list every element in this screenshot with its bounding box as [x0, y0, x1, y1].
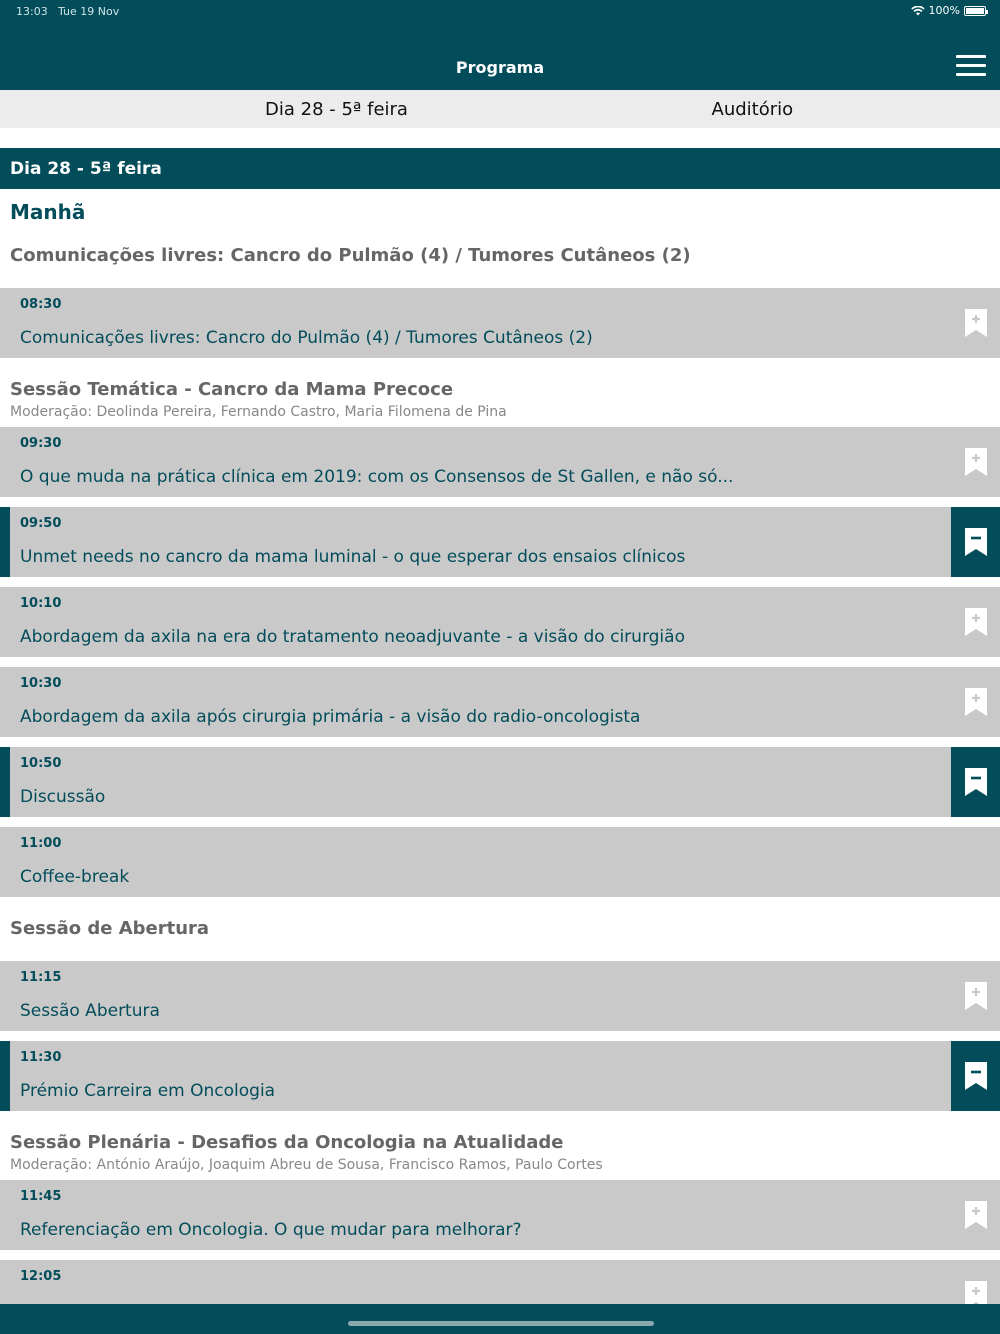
battery-icon [964, 6, 986, 16]
bookmark-saved-icon[interactable] [951, 507, 1000, 577]
session-title: Sessão Abertura [20, 1001, 160, 1021]
section-moderation: Moderação: Deolinda Pereira, Fernando Castro, Maria Filomena de Pina [10, 404, 507, 420]
session-time: 11:30 [20, 1050, 62, 1065]
session-card[interactable] [0, 427, 1000, 497]
session-title: Abordagem da axila após cirurgia primária - a visão do radio-oncologista [20, 707, 641, 727]
session-time: 10:10 [20, 596, 62, 611]
section-title: Comunicações livres: Cancro do Pulmão (4) / Tumores Cutâneos (2) [10, 245, 691, 266]
session-card[interactable] [0, 587, 1000, 657]
session-card[interactable] [0, 961, 1000, 1031]
bookmark-add-icon[interactable] [951, 1260, 1000, 1304]
session-card[interactable] [0, 827, 1000, 897]
section-title: Sessão de Abertura [10, 918, 210, 939]
hamburger-menu-icon[interactable] [956, 55, 986, 77]
bookmark-add-icon[interactable] [951, 1180, 1000, 1250]
tab-room[interactable]: Auditório [711, 98, 794, 120]
bookmark-saved-icon[interactable] [951, 747, 1000, 817]
session-card[interactable] [0, 667, 1000, 737]
session-time: 11:00 [20, 836, 62, 851]
period-heading: Manhã [10, 200, 86, 224]
session-time: 12:05 [20, 1269, 62, 1284]
bookmark-add-icon[interactable] [951, 587, 1000, 657]
bookmark-add-icon[interactable] [951, 288, 1000, 358]
bookmark-add-icon[interactable] [951, 427, 1000, 497]
bookmark-saved-icon[interactable] [951, 1041, 1000, 1111]
session-title: Comunicações livres: Cancro do Pulmão (4) / Tumores Cutâneos (2) [20, 328, 593, 348]
filter-tabs [0, 90, 1000, 128]
bottom-bar [0, 1304, 1000, 1334]
session-card[interactable] [0, 1180, 1000, 1250]
session-time: 10:50 [20, 756, 62, 771]
session-card[interactable] [0, 747, 1000, 817]
session-time: 11:15 [20, 970, 62, 985]
section-moderation: Moderação: António Araújo, Joaquim Abreu de Sousa, Francisco Ramos, Paulo Cortes [10, 1157, 603, 1173]
bookmark-add-icon[interactable] [951, 961, 1000, 1031]
session-time: 08:30 [20, 297, 62, 312]
section-title: Sessão Temática - Cancro da Mama Precoce [10, 379, 454, 400]
session-card[interactable] [0, 1041, 1000, 1111]
session-card[interactable] [0, 1260, 1000, 1304]
bookmark-add-icon[interactable] [951, 667, 1000, 737]
home-indicator[interactable] [348, 1321, 654, 1326]
session-title: Discussão [20, 787, 106, 807]
day-header: Dia 28 - 5ª feira [0, 148, 1000, 189]
status-indicators [911, 4, 986, 17]
session-title: O que muda na prática clínica em 2019: com os Consensos de St Gallen, e não só... [20, 467, 734, 487]
session-time: 10:30 [20, 676, 62, 691]
battery-percent: 100% [928, 4, 960, 17]
tab-day[interactable]: Dia 28 - 5ª feira [265, 98, 408, 120]
wifi-icon [911, 6, 925, 16]
session-title: Referenciação em Oncologia. O que mudar para melhorar? [20, 1220, 522, 1240]
session-card[interactable] [0, 288, 1000, 358]
section-title: Sessão Plenária - Desafios da Oncologia na Atualidade [10, 1132, 564, 1153]
status-time: 13:03 [16, 5, 48, 18]
session-time: 09:30 [20, 436, 62, 451]
session-title: Abordagem da axila na era do tratamento neoadjuvante - a visão do cirurgião [20, 627, 685, 647]
app-header [0, 0, 1000, 90]
page-title: Programa [455, 58, 545, 77]
session-time: 11:45 [20, 1189, 62, 1204]
session-title: Prémio Carreira em Oncologia [20, 1081, 276, 1101]
session-time: 09:50 [20, 516, 62, 531]
session-title: Coffee-break [20, 867, 130, 887]
session-card[interactable] [0, 507, 1000, 577]
session-title: Unmet needs no cancro da mama luminal - o que esperar dos ensaios clínicos [20, 547, 686, 567]
status-date: Tue 19 Nov [58, 5, 120, 18]
